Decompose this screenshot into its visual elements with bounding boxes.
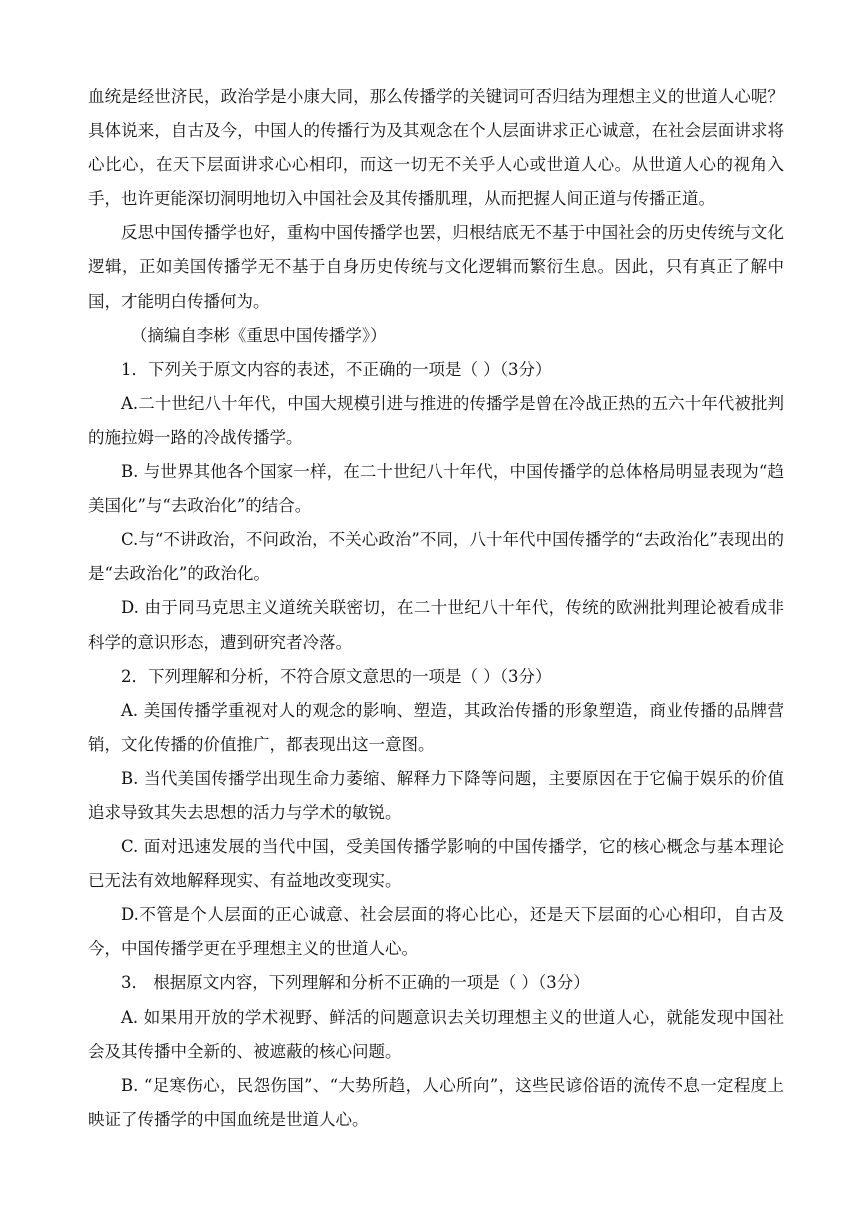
question-2-option-c: C. 面对迅速发展的当代中国，受美国传播学影响的中国传播学，它的核心概念与基本理论已无法有效地解释现实、有益地改变现实。 xyxy=(88,837,784,891)
question-2-option-a: A. 美国传播学重视对人的观念的影响、塑造，其政治传播的形象塑造，商业传播的品牌营销，文化传播的价值推广，都表现出这一意图。 xyxy=(88,700,784,754)
source-citation: （摘编自李彬《重思中国传播学》） xyxy=(130,325,387,345)
body-paragraph: 血统是经世济民，政治学是小康大同，那么传播学的关键词可否归结为理想主义的世道人心呢？具体说来，自古及今，中国人的传播行为及其观念在个人层面讲求正心诚意，在社会层面讲求将心比心，在天下层面讲求心心相印，而这一切无不关乎人心或世道人心。从世道人心的视角入手，也许更能深切洞明地切入中国社会及其传播肌理，从而把握人间正道与传播正道。 xyxy=(88,87,784,209)
question-2: 2．下列理解和分析，不符合原文意思的一项是（ ）（3分） xyxy=(121,666,552,686)
document-page xyxy=(88,80,784,1137)
question-1-option-c: C.与“不讲政治，不问政治，不关心政治”不同，八十年代中国传播学的“去政治化”表现出的是“去政治化”的政治化。 xyxy=(88,530,784,584)
question-3-option-b: B. “足寒伤心，民怨伤国”、“大势所趋，人心所向”，这些民谚俗语的流传不息一定程度上映证了传播学的中国血统是世道人心。 xyxy=(88,1075,784,1129)
question-1: 1．下列关于原文内容的表述，不正确的一项是（ ）（3分） xyxy=(121,359,552,379)
question-2-option-b: B. 当代美国传播学出现生命力萎缩、解释力下降等问题，主要原因在于它偏于娱乐的价值追求导致其失去思想的活力与学术的敏锐。 xyxy=(88,768,784,822)
question-2-option-d: D.不管是个人层面的正心诚意、社会层面的将心比心，还是天下层面的心心相印，自古及今，中国传播学更在乎理想主义的世道人心。 xyxy=(88,905,784,959)
question-1-option-d: D. 由于同马克思主义道统关联密切，在二十世纪八十年代，传统的欧洲批判理论被看成非科学的意识形态，遭到研究者冷落。 xyxy=(88,598,784,652)
body-paragraph: 反思中国传播学也好，重构中国传播学也罢，归根结底无不基于中国社会的历史传统与文化逻辑，正如美国传播学无不基于自身历史传统与文化逻辑而繁衍生息。因此，只有真正了解中国，才能明白传播何为。 xyxy=(88,223,784,311)
question-1-option-a: A.二十世纪八十年代，中国大规模引进与推进的传播学是曾在冷战正热的五六十年代被批判的施拉姆一路的冷战传播学。 xyxy=(88,393,784,447)
question-3-option-a: A. 如果用开放的学术视野、鲜活的问题意识去关切理想主义的世道人心，就能发现中国社会及其传播中全新的、被遮蔽的核心问题。 xyxy=(88,1007,784,1061)
question-1-option-b: B. 与世界其他各个国家一样，在二十世纪八十年代，中国传播学的总体格局明显表现为“趋美国化”与“去政治化”的结合。 xyxy=(88,462,784,516)
question-3: 3． 根据原文内容，下列理解和分析不正确的一项是（ ）（3分） xyxy=(121,973,590,993)
